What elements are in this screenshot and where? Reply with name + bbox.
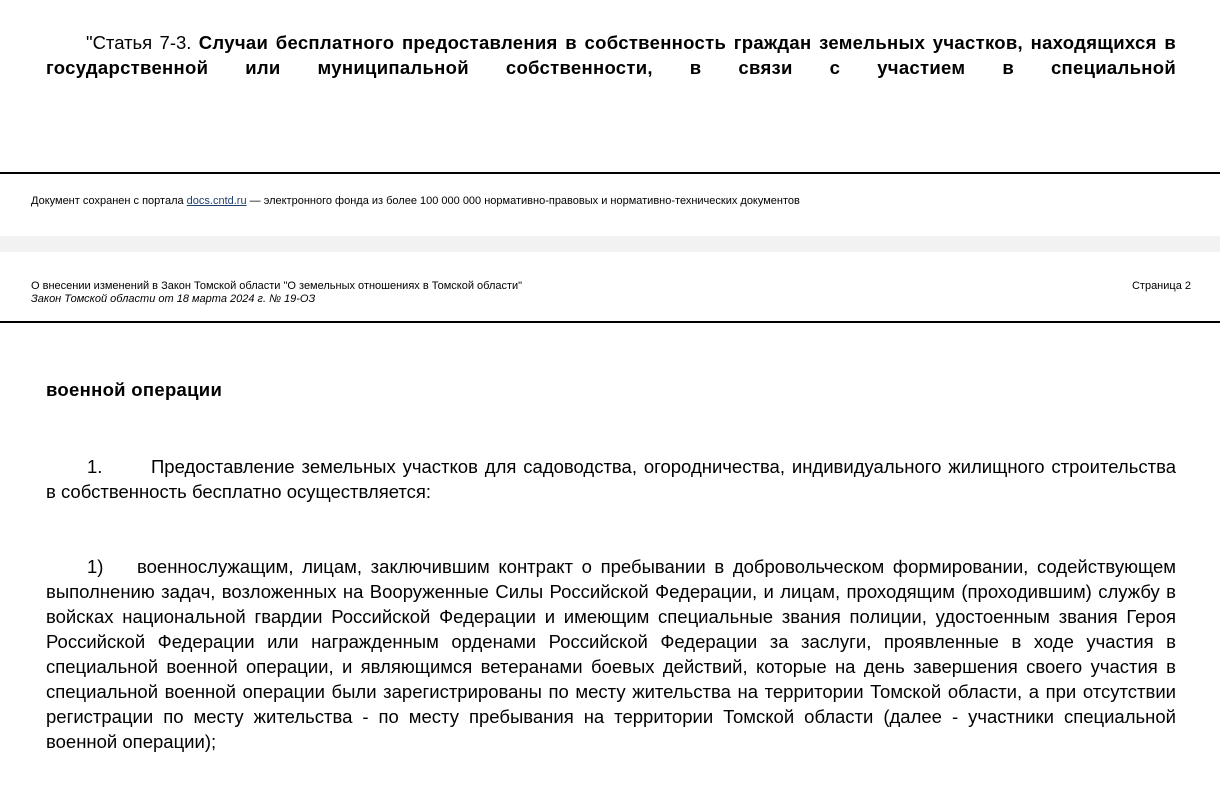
portal-link[interactable]: docs.cntd.ru [186,195,247,207]
article-heading [46,30,1176,80]
running-header-title: О внесении изменений в Закон Томской области "О земельных отношениях в Томской области" [31,280,523,292]
document-page-top [0,0,1220,236]
footer-note-prefix: Документ сохранен с портала [31,195,187,207]
article-number: "Статья 7-3. [86,32,192,53]
article-title-continued: военной операции [46,379,223,400]
subparagraph-1 [46,554,1176,754]
document-page-bottom [0,252,1220,795]
page-separator [0,236,1220,252]
page-number: Страница 2 [1131,280,1191,292]
running-header-subtitle: Закон Томской области от 18 марта 2024 г. № 19-ОЗ [31,293,316,305]
header-divider [0,321,1220,323]
paragraph-1-text: Предоставление земельных участков для садоводства, огородничества, индивидуального жилищного строительства в собственность бесплатно осуществляется: [46,456,1176,502]
article-title: Случаи бесплатного предоставления в собственность граждан земельных участков, находящихся в государственной или муниципальной собственности, в связи с участием в специальной [46,32,1176,78]
subparagraph-1-number: 1) [87,556,104,577]
subparagraph-1-text: военнослужащим, лицам, заключившим контракт о пребывании в добровольческом формировании, содействующем выполнению задач, возложенных на Вооруженные Силы Российской Федерации, и лицам, проходящим (проходившим) службу в войсках национальной гвардии Российской Федерации и имеющим специальные звания полиции, удостоенным звания Героя Российской Федерации или награжденным орденами Российской Федерации за заслуги, проявленные в ходе участия в специальной военной операции, и являющимся ветеранами боевых действий, которые на день завершения своего участия в специальной военной операции были зарегистрированы по месту жительства на территории Томской области, а при отсутствии регистрации по месту жительства - по месту пребывания на территории Томской области (далее - участники специальной военной операции); [46,556,1176,752]
footer-note-suffix: — электронного фонда из более 100 000 000 нормативно-правовых и нормативно-технических документов [246,195,800,207]
paragraph-1-number: 1. [87,456,103,477]
footer-divider [0,172,1220,174]
page-footer-note [31,195,800,207]
paragraph-1 [46,454,1176,504]
